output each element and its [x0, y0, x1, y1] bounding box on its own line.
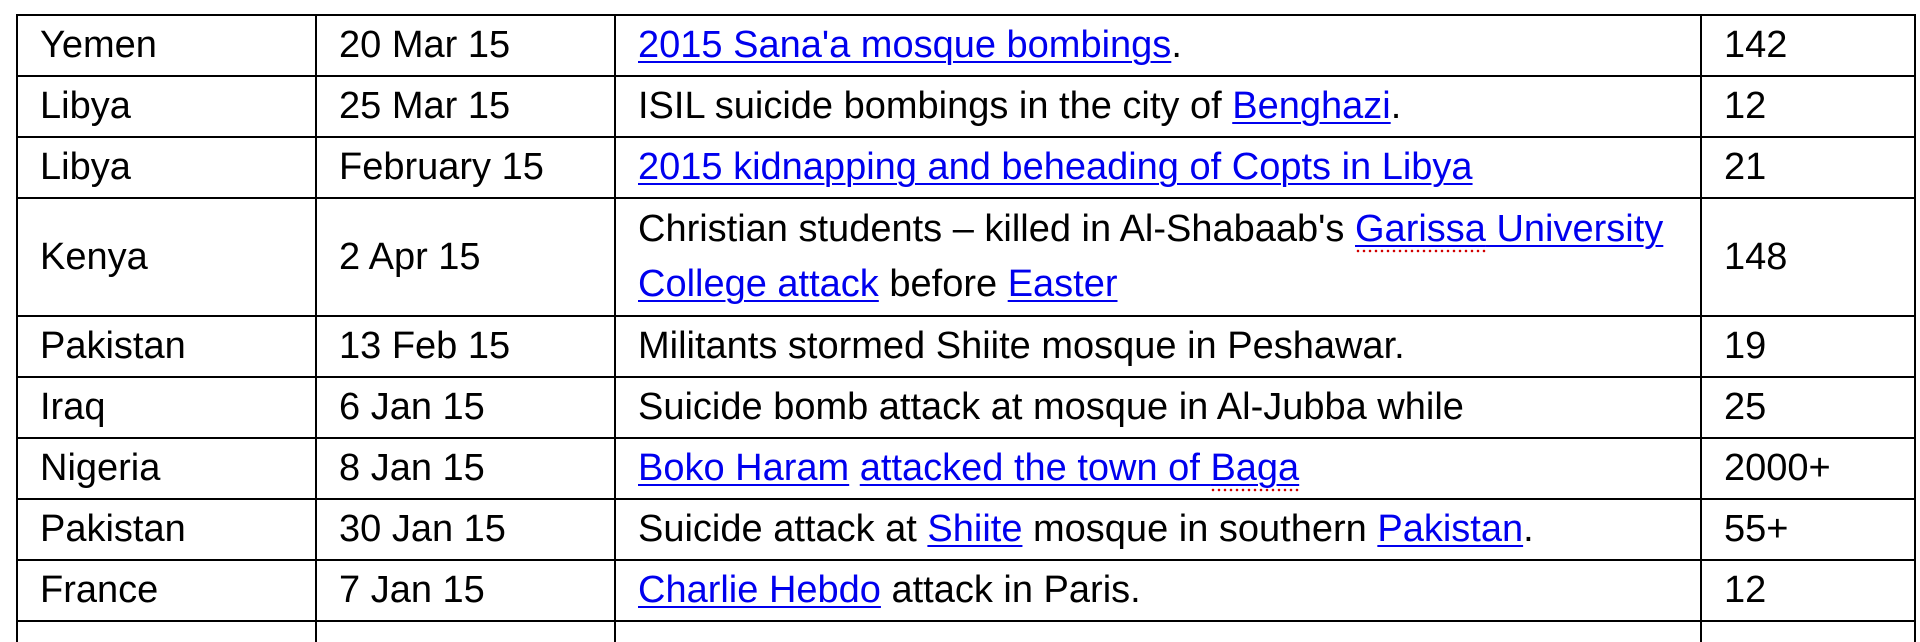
description-link[interactable]: Garissa University College attack	[638, 208, 1664, 305]
table-row	[17, 377, 1915, 438]
description-link[interactable]: Easter	[1007, 263, 1118, 305]
deaths-cell: 2000+	[1701, 438, 1915, 499]
table-body	[17, 15, 1915, 642]
description-cell	[615, 377, 1701, 438]
country-cell: Pakistan	[17, 316, 316, 377]
country-cell: France	[17, 560, 316, 621]
table-row	[17, 137, 1915, 198]
country-cell: Yemen	[17, 15, 316, 76]
description-link[interactable]: Shiite	[927, 508, 1023, 550]
deaths-cell: 148	[1701, 198, 1915, 316]
description-link[interactable]: Benghazi	[1232, 85, 1391, 127]
country-cell: Nigeria	[17, 438, 316, 499]
description-cell	[615, 499, 1701, 560]
deaths-cell: 12	[1701, 560, 1915, 621]
description-link[interactable]: Pakistan	[1377, 508, 1524, 550]
description-text: Suicide attack at	[638, 508, 928, 550]
date-cell: 13 Feb 15	[316, 316, 615, 377]
country-cell: Iraq	[17, 377, 316, 438]
description-text: before	[878, 263, 1008, 305]
date-cell: 2 Apr 15	[316, 198, 615, 316]
table-row	[17, 316, 1915, 377]
description-link[interactable]: 2015 kidnapping and beheading of Copts in Libya	[638, 146, 1473, 188]
empty-cell	[1701, 621, 1915, 642]
table-row	[17, 438, 1915, 499]
description-cell	[615, 316, 1701, 377]
table-row	[17, 15, 1915, 76]
table-row	[17, 198, 1915, 316]
country-cell: Libya	[17, 76, 316, 137]
deaths-cell: 25	[1701, 377, 1915, 438]
deaths-cell: 55+	[1701, 499, 1915, 560]
description-cell	[615, 438, 1701, 499]
description-link[interactable]: Boko Haram	[638, 447, 850, 489]
deaths-cell: 12	[1701, 76, 1915, 137]
description-text: .	[1390, 85, 1402, 127]
date-cell: February 15	[316, 137, 615, 198]
description-text: Militants stormed Shiite mosque in Peshawar.	[638, 325, 1405, 367]
deaths-cell: 142	[1701, 15, 1915, 76]
date-cell: 7 Jan 15	[316, 560, 615, 621]
table-row	[17, 76, 1915, 137]
description-text: Christian students – killed in Al-Shabaab's	[638, 208, 1355, 250]
description-cell	[615, 76, 1701, 137]
country-cell: Kenya	[17, 198, 316, 316]
country-cell: Libya	[17, 137, 316, 198]
table-row	[17, 499, 1915, 560]
description-cell	[615, 198, 1701, 316]
description-text: .	[1171, 24, 1182, 66]
date-cell: 30 Jan 15	[316, 499, 615, 560]
date-cell: 8 Jan 15	[316, 438, 615, 499]
deaths-cell: 19	[1701, 316, 1915, 377]
description-text: Suicide bomb attack at mosque in Al-Jubba while	[638, 386, 1464, 428]
country-cell: Pakistan	[17, 499, 316, 560]
description-cell	[615, 137, 1701, 198]
attacks-table	[16, 14, 1916, 642]
empty-cell	[17, 621, 316, 642]
empty-cell	[615, 621, 1701, 642]
description-link[interactable]: 2015 Sana'a mosque bombings	[638, 24, 1172, 66]
date-cell: 25 Mar 15	[316, 76, 615, 137]
description-link[interactable]: Charlie Hebdo	[638, 569, 881, 611]
description-cell	[615, 15, 1701, 76]
description-link[interactable]: attacked the town of Baga	[860, 447, 1299, 492]
empty-cell	[316, 621, 615, 642]
description-text	[849, 447, 860, 489]
date-cell: 20 Mar 15	[316, 15, 615, 76]
description-text: attack in Paris.	[880, 569, 1141, 611]
date-cell: 6 Jan 15	[316, 377, 615, 438]
description-text: ISIL suicide bombings in the city of	[638, 85, 1233, 127]
description-text: mosque in southern	[1022, 508, 1378, 550]
description-text: .	[1523, 508, 1534, 550]
deaths-cell: 21	[1701, 137, 1915, 198]
table-row-partial	[17, 621, 1915, 642]
